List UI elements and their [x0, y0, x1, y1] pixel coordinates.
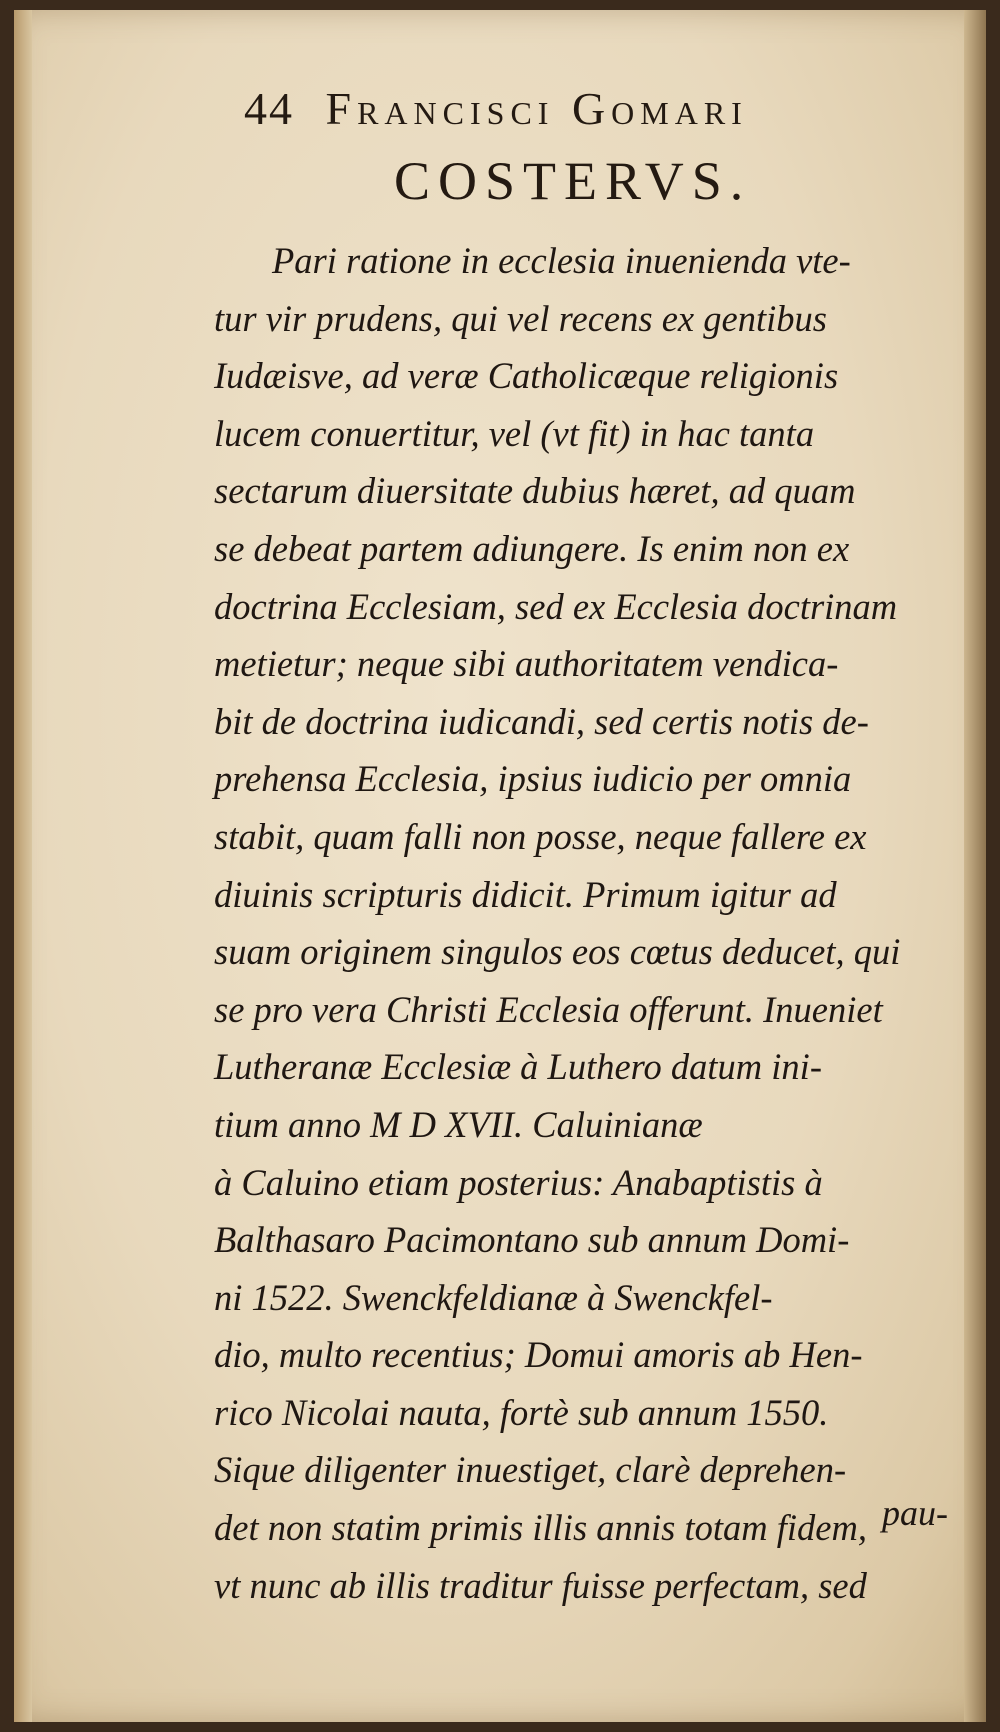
text-line: metietur; neque sibi authoritatem vendica- [214, 643, 839, 685]
running-head [244, 82, 864, 142]
text-line: doctrina Ecclesiam, sed ex Ecclesia doctrinam [214, 585, 898, 627]
text-line: Balthasaro Pacimontano sub annum Domi- [214, 1219, 850, 1261]
running-head-author: Francisci Gomari [325, 83, 748, 134]
text-line: se pro vera Christi Ecclesia offerunt. Inueniet [214, 988, 883, 1030]
text-line: ni 1522. Swenckfeldianæ à Swenckfel- [214, 1276, 773, 1318]
text-line: stabit, quam falli non posse, neque fallere ex [214, 815, 867, 857]
text-line: diuinis scripturis didicit. Primum igitur ad [214, 873, 837, 915]
text-line: tium anno M D XVII. Caluinianæ [214, 1103, 703, 1145]
text-line: vt nunc ab illis traditur fuisse perfectam, sed [214, 1564, 867, 1606]
text-line: suam originem singulos eos cœtus deducet, qui [214, 931, 901, 973]
text-line: lucem conuertitur, vel (vt fit) in hac tanta [214, 412, 815, 454]
text-line: Pari ratione in ecclesia inuenienda vte- [272, 240, 851, 281]
page-gutter [14, 10, 32, 1722]
text-line: prehensa Ecclesia, ipsius iudicio per omnia [214, 758, 852, 800]
text-line: dio, multo recentius; Domui amoris ab Hen- [214, 1334, 863, 1376]
section-title: COSTERVS. [394, 151, 752, 211]
text-line: tur vir prudens, qui vel recens ex gentibus [214, 297, 827, 339]
text-line: Lutheranæ Ecclesiæ à Luthero datum ini- [214, 1046, 822, 1088]
book-page [14, 10, 986, 1722]
body-text [214, 232, 974, 1614]
page-number: 44 [244, 83, 294, 134]
catchword: pau- [882, 1493, 948, 1533]
text-line: se debeat partem adiungere. Is enim non ex [214, 527, 850, 569]
text-line: rico Nicolai nauta, fortè sub annum 1550. [214, 1391, 829, 1433]
text-line: sectarum diuersitate dubius hæret, ad quam [214, 470, 856, 512]
text-line: Iudæisve, ad veræ Catholicæque religionis [214, 355, 839, 397]
text-line: bit de doctrina iudicandi, sed certis notis de- [214, 700, 869, 742]
text-line: à Caluino etiam posterius: Anabaptistis à [214, 1161, 823, 1203]
text-line: Sique diligenter inuestiget, clarè deprehen- [214, 1449, 847, 1491]
text-line: det non statim primis illis annis totam fidem, [214, 1507, 867, 1549]
